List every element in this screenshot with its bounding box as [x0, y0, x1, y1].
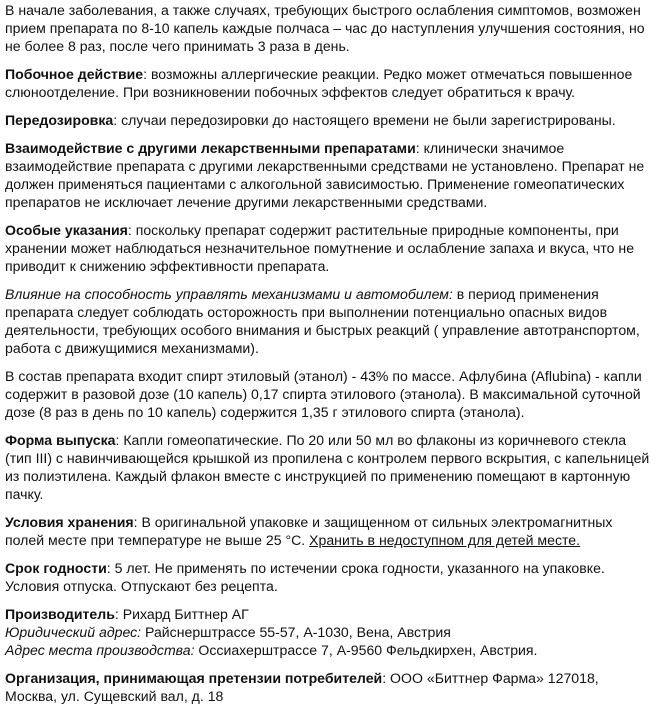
dosage-paragraph [5, 1, 652, 55]
driving-heading: Влияние на способность управлять механизмами и автомобилем: [5, 286, 453, 302]
legal-address-text: Райснерштрассе 55-57, А-1030, Вена, Австрия [141, 624, 451, 640]
side-effects-section [5, 65, 652, 101]
driving-section [5, 285, 652, 357]
claims-text: : ООО «Биттнер Фарма» 127018, Москва, ул. Сущевский вал, д. 18 [5, 670, 599, 704]
storage-heading: Условия хранения [5, 514, 134, 530]
release-form-heading: Форма выпуска [5, 432, 116, 448]
release-form-section [5, 431, 652, 503]
storage-section [5, 513, 652, 549]
claims-heading: Организация, принимающая претензии потребителей [5, 670, 383, 686]
production-address-text: Оссиахерштрассе 7, А-9560 Фельдкирхен, Австрия. [194, 642, 538, 658]
dosage-text: В начале заболевания, а также случаях, требующих быстрого ослабления симптомов, возможен прием препарата по 8-10 капель каждые полчаса – час до наступления улучшения состояния, но не более 8 раз, после чего принимать 3 раза в день. [5, 2, 645, 54]
special-instructions-heading: Особые указания [5, 222, 128, 238]
legal-address-label: Юридический адрес: [5, 624, 142, 640]
side-effects-text: : возможны аллергические реакции. Редко может отмечаться повышенное слюноотделение. При возникновении побочных эффектов следует обратиться к врачу. [5, 66, 633, 100]
interaction-section [5, 139, 652, 211]
overdose-section [5, 111, 652, 129]
manufacturer-name: : Рихард Биттнер АГ [114, 606, 249, 622]
manufacturer-line [5, 605, 652, 623]
side-effects-heading: Побочное действие [5, 66, 144, 82]
legal-address-line [5, 623, 652, 641]
shelf-life-heading: Срок годности [5, 560, 107, 576]
special-instructions-section [5, 221, 652, 275]
ethanol-paragraph [5, 367, 652, 421]
storage-children-warning: Хранить в недоступном для детей месте. [309, 532, 581, 548]
interaction-heading: Взаимодействие с другими лекарственными препаратами [5, 140, 416, 156]
overdose-heading: Передозировка [5, 112, 114, 128]
production-address-line [5, 641, 652, 659]
shelf-life-section [5, 559, 652, 595]
release-form-text: : Капли гомеопатические. По 20 или 50 мл во флаконы из коричневого стекла (тип III) с навинчивающейся крышкой из пропилена с контролем первого вскрытия, с капельницей из полиэтилена. Каждый флакон вместе с инструкцией по применению помещают в картонную пачку. [5, 432, 650, 502]
claims-section [5, 669, 652, 705]
special-instructions-text: : поскольку препарат содержит растительные природные компоненты, при хранении может наблюдаться незначительное помутнение и ослабление запаха и вкуса, что не приводит к снижению эффективности препарата. [5, 222, 635, 274]
overdose-text: : случаи передозировки до настоящего времени не были зарегистрированы. [113, 112, 616, 128]
interaction-text: : клинически значимое взаимодействие препарата с другими лекарственными средствами не установлено. Препарат не должен применяться пациентами с алкогольной зависимостью. Применение гомеопатических препаратов не исключает лечение другими лекарственными средствами. [5, 140, 645, 210]
storage-text: : В оригинальной упаковке и защищенном от сильных электромагнитных полей месте при температуре не выше 25 °С. [5, 514, 613, 548]
driving-text: в период применения препарата следует соблюдать осторожность при выполнении потенциально опасных видов деятельности, требующих особого внимания и быстрых реакций ( управление автотранспортом, работа с движущимися механизмами). [5, 286, 640, 356]
manufacturer-heading: Производитель [5, 606, 115, 622]
shelf-life-text: : 5 лет. Не применять по истечении срока годности, указанного на упаковке. Условия отпуска. Отпускают без рецепта. [5, 560, 605, 594]
manufacturer-section [5, 605, 652, 659]
production-address-label: Адрес места производства: [5, 642, 195, 658]
ethanol-text: В состав препарата входит спирт этиловый (этанол) - 43% по массе. Афлубина (Aflubina) - капли содержит в разовой дозе (10 капель) 0,17 спирта этилового (этанола). В максимальной суточной дозе (8 раз в день по 10 капель) содержится 1,35 г этилового спирта (этанола). [5, 368, 642, 420]
